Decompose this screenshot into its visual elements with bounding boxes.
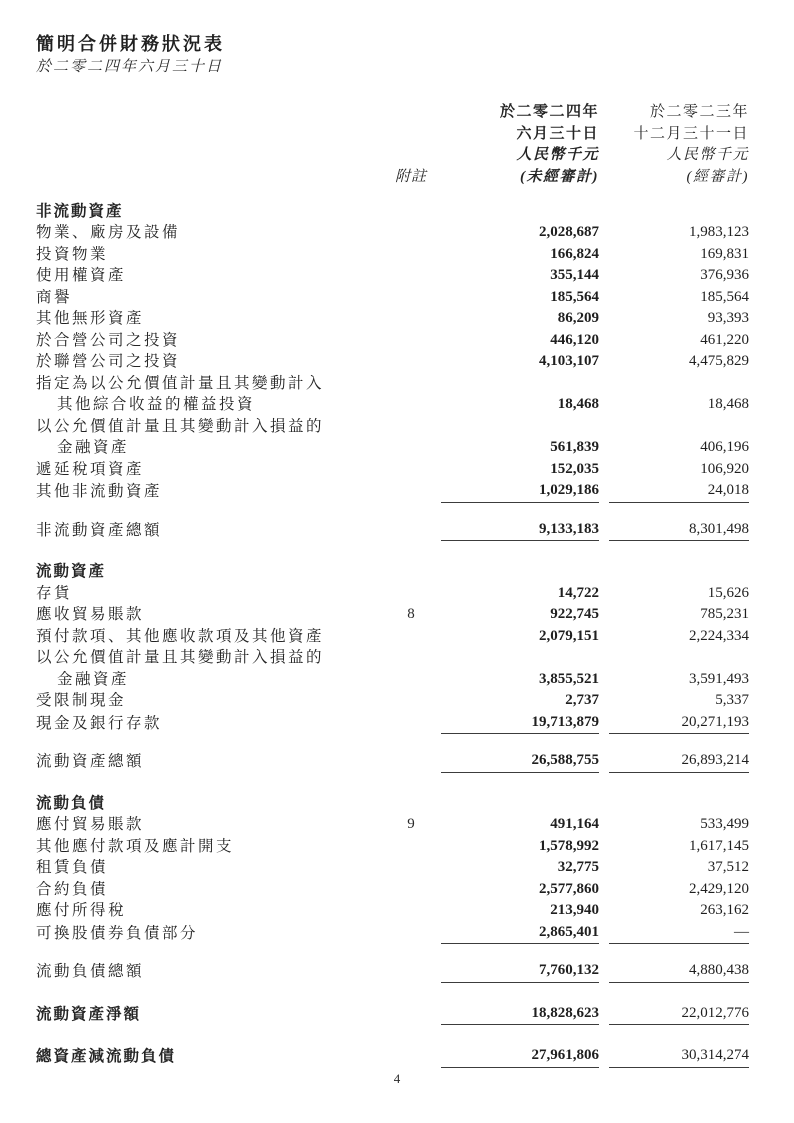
value-2023: 406,196 <box>700 439 749 456</box>
value-2023: 18,468 <box>707 396 749 413</box>
value-2024: 18,468 <box>557 396 599 413</box>
page-title: 簡明合併財務狀況表 <box>36 34 225 54</box>
table-row <box>36 1045 749 1068</box>
table-row <box>36 669 749 691</box>
value-2023: 30,314,274 <box>609 1045 749 1068</box>
value-2024: 1,029,186 <box>441 480 599 503</box>
table-row <box>36 416 749 438</box>
statement-rows <box>36 201 749 1068</box>
value-2024: 446,120 <box>550 331 599 348</box>
row-label: 其他綜合收益的權益投資 <box>57 396 256 414</box>
value-2023: 263,162 <box>700 902 749 919</box>
value-2024: 152,035 <box>550 460 599 477</box>
row-label: 金融資產 <box>57 439 130 457</box>
row-label: 應付所得稅 <box>36 902 127 920</box>
value-2023: 1,983,123 <box>689 224 749 241</box>
row-label: 流動資產 <box>36 563 107 581</box>
table-row <box>36 351 749 373</box>
value-2023: 8,301,498 <box>609 519 749 542</box>
row-label: 於合營公司之投資 <box>36 331 181 349</box>
table-row <box>36 604 749 626</box>
value-2023: 20,271,193 <box>609 712 749 735</box>
header-2023-audit-status: (經審計) <box>686 169 749 186</box>
value-2023: 785,231 <box>700 606 749 623</box>
row-label: 其他應付款項及應計開支 <box>36 837 235 855</box>
row-label: 現金及銀行存款 <box>36 714 163 732</box>
header-line-4 <box>36 167 749 189</box>
table-row <box>36 308 749 330</box>
value-2023: 37,512 <box>707 859 749 876</box>
table-row <box>36 922 749 945</box>
value-2023: 2,224,334 <box>689 627 749 644</box>
value-2023: 2,429,120 <box>689 880 749 897</box>
column-headers <box>36 102 749 189</box>
value-2024: 561,839 <box>550 439 599 456</box>
value-2024: 2,577,860 <box>539 880 599 897</box>
table-row <box>36 900 749 922</box>
row-label: 以公允價值計量且其變動計入損益的 <box>36 649 325 667</box>
header-2024-date: 六月三十日 <box>516 125 599 142</box>
row-label: 物業、廠房及設備 <box>36 224 181 242</box>
table-row <box>36 836 749 858</box>
header-notes-label: 附註 <box>394 169 427 186</box>
table-row <box>36 265 749 287</box>
value-2024: 7,760,132 <box>441 960 599 983</box>
value-2024: 26,588,755 <box>441 750 599 773</box>
value-2023: 24,018 <box>609 480 749 503</box>
table-row <box>36 793 749 815</box>
table-row <box>36 879 749 901</box>
value-2024: 32,775 <box>557 859 599 876</box>
row-label: 流動資產總額 <box>36 753 145 771</box>
table-row <box>36 437 749 459</box>
row-label: 指定為以公允價值計量且其變動計入 <box>36 374 325 392</box>
header-2024-audit-status: (未經審計) <box>520 169 599 186</box>
value-2024: 4,103,107 <box>539 353 599 370</box>
table-row <box>36 480 749 503</box>
header-line-1 <box>36 102 749 124</box>
value-2023: 5,337 <box>715 692 749 709</box>
value-2023: 15,626 <box>707 584 749 601</box>
value-2023: 22,012,776 <box>609 1003 749 1026</box>
value-2023: 461,220 <box>700 331 749 348</box>
value-2023: 106,920 <box>700 460 749 477</box>
table-row <box>36 222 749 244</box>
value-2023: 169,831 <box>700 245 749 262</box>
row-label: 金融資產 <box>57 670 130 688</box>
row-label: 流動資產淨額 <box>36 1005 142 1023</box>
table-row <box>36 583 749 605</box>
row-label: 租賃負債 <box>36 859 109 877</box>
value-2024: 2,028,687 <box>539 224 599 241</box>
row-label: 存貨 <box>36 584 73 602</box>
row-label: 應收貿易賬款 <box>36 606 145 624</box>
value-2024: 185,564 <box>550 288 599 305</box>
row-label: 其他非流動資產 <box>36 483 163 501</box>
value-2024: 2,737 <box>565 692 599 709</box>
value-2024: 213,940 <box>550 902 599 919</box>
value-2023: 4,475,829 <box>689 353 749 370</box>
value-2023: 376,936 <box>700 267 749 284</box>
row-label: 應付貿易賬款 <box>36 816 145 834</box>
row-label: 投資物業 <box>36 245 109 263</box>
row-label: 流動負債 <box>36 794 107 812</box>
value-2023: — <box>609 922 749 945</box>
table-row <box>36 459 749 481</box>
header-2023-year: 於二零二三年 <box>649 104 749 120</box>
table-row <box>36 647 749 669</box>
value-2024: 9,133,183 <box>441 519 599 542</box>
value-2024: 922,745 <box>550 606 599 623</box>
row-label: 合約負債 <box>36 880 109 898</box>
value-2024: 355,144 <box>550 267 599 284</box>
row-label: 可換股債券負債部分 <box>36 924 199 942</box>
value-2024: 2,865,401 <box>441 922 599 945</box>
table-row <box>36 201 749 223</box>
value-2023: 185,564 <box>700 288 749 305</box>
table-row <box>36 287 749 309</box>
row-label: 預付款項、其他應收款項及其他資產 <box>36 627 325 645</box>
header-2024-year: 於二零二四年 <box>499 104 599 120</box>
value-2023: 26,893,214 <box>609 750 749 773</box>
header-line-3 <box>36 145 749 167</box>
header-2023-date: 十二月三十一日 <box>633 125 749 142</box>
table-row <box>36 330 749 352</box>
table-row <box>36 373 749 395</box>
value-2023: 1,617,145 <box>689 837 749 854</box>
table-row <box>36 750 749 773</box>
row-label: 其他無形資產 <box>36 310 145 328</box>
row-label: 使用權資產 <box>36 267 127 285</box>
page-subtitle: 於二零二四年六月三十日 <box>36 59 224 75</box>
row-label: 商譽 <box>36 288 73 306</box>
value-2024: 3,855,521 <box>539 670 599 687</box>
header-line-2 <box>36 124 749 146</box>
row-label: 於聯營公司之投資 <box>36 353 181 371</box>
value-2024: 18,828,623 <box>441 1003 599 1026</box>
page-number: 4 <box>393 1071 401 1086</box>
value-2023: 533,499 <box>700 816 749 833</box>
value-2024: 491,164 <box>550 816 599 833</box>
row-label: 遞延稅項資產 <box>36 460 145 478</box>
value-2024: 14,722 <box>557 584 599 601</box>
row-label: 非流動資產 <box>36 202 124 220</box>
table-row <box>36 712 749 735</box>
value-2023: 93,393 <box>707 310 749 327</box>
table-row <box>36 857 749 879</box>
row-label: 受限制現金 <box>36 692 127 710</box>
value-2024: 19,713,879 <box>441 712 599 735</box>
row-label: 流動負債總額 <box>36 963 145 981</box>
header-2023-currency: 人民幣千元 <box>666 147 749 164</box>
table-row <box>36 690 749 712</box>
table-row <box>36 561 749 583</box>
row-label: 以公允價值計量且其變動計入損益的 <box>36 417 325 435</box>
table-row <box>36 626 749 648</box>
value-2024: 1,578,992 <box>539 837 599 854</box>
table-row <box>36 394 749 416</box>
row-note: 8 <box>407 606 415 623</box>
value-2024: 27,961,806 <box>441 1045 599 1068</box>
value-2023: 4,880,438 <box>609 960 749 983</box>
value-2024: 86,209 <box>557 310 599 327</box>
table-row <box>36 960 749 983</box>
table-row <box>36 244 749 266</box>
row-note: 9 <box>407 816 415 833</box>
table-row <box>36 1003 749 1026</box>
table-row <box>36 814 749 836</box>
value-2023: 3,591,493 <box>689 670 749 687</box>
table-row <box>36 519 749 542</box>
value-2024: 2,079,151 <box>539 627 599 644</box>
row-label: 總資產減流動負債 <box>36 1048 177 1066</box>
header-2024-currency: 人民幣千元 <box>516 147 599 164</box>
value-2024: 166,824 <box>550 245 599 262</box>
row-label: 非流動資產總額 <box>36 521 163 539</box>
